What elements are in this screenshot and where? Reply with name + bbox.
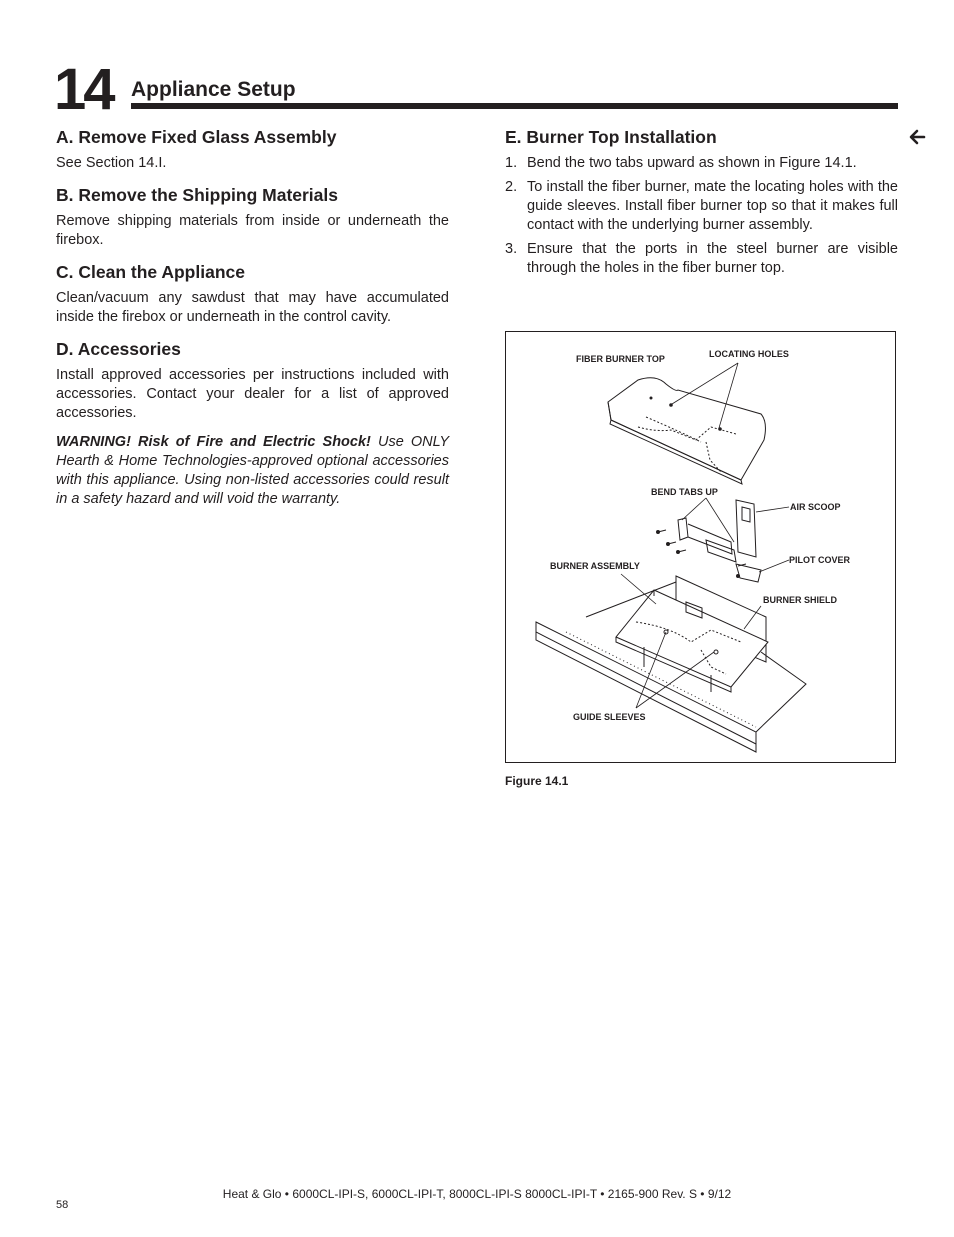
right-column bbox=[505, 126, 898, 283]
left-column bbox=[56, 126, 449, 520]
bend-tabs-drawing bbox=[657, 518, 747, 578]
section-a-heading: A. Remove Fixed Glass Assembly bbox=[56, 127, 337, 147]
callout-burner-shield: BURNER SHIELD bbox=[763, 595, 838, 605]
section-a-text: See Section 14.I. bbox=[56, 155, 167, 171]
step-number: 3. bbox=[505, 241, 518, 257]
chapter-title: Appliance Setup bbox=[131, 78, 296, 101]
figure-caption: Figure 14.1 bbox=[505, 774, 569, 788]
warning-text: Use ONLY Hearth & Home Technologies-approved optional accessories with this appliance. Using non-listed accessories could result in a safety hazard and will void the warranty. bbox=[56, 434, 449, 507]
arrow-left-icon bbox=[908, 126, 926, 148]
section-b-heading: B. Remove the Shipping Materials bbox=[56, 185, 338, 205]
section-b-text: Remove shipping materials from inside or underneath the firebox. bbox=[56, 213, 449, 248]
title-rule bbox=[131, 103, 898, 109]
callout-fiber-burner-top: FIBER BURNER TOP bbox=[576, 354, 665, 364]
callout-air-scoop: AIR SCOOP bbox=[790, 502, 841, 512]
figure-14-1 bbox=[505, 331, 896, 763]
step-number: 1. bbox=[505, 155, 518, 171]
step-item bbox=[505, 240, 898, 278]
callout-burner-assembly: BURNER ASSEMBLY bbox=[550, 561, 640, 571]
section-d bbox=[56, 338, 449, 509]
warning-label: WARNING! Risk of Fire and Electric Shock! bbox=[56, 434, 371, 450]
section-c-heading: C. Clean the Appliance bbox=[56, 262, 245, 282]
step-text: Bend the two tabs upward as shown in Figure 14.1. bbox=[527, 155, 857, 171]
section-c bbox=[56, 261, 449, 327]
section-c-text: Clean/vacuum any sawdust that may have accumulated inside the firebox or underneath in the control cavity. bbox=[56, 290, 449, 325]
page-number: 58 bbox=[56, 1199, 69, 1211]
chapter-number: 14 bbox=[54, 57, 113, 122]
section-a bbox=[56, 126, 449, 173]
callout-pilot-cover: PILOT COVER bbox=[789, 555, 851, 565]
callout-bend-tabs-up: BEND TABS UP bbox=[651, 487, 718, 497]
air-scoop-drawing bbox=[736, 500, 761, 582]
footer-text: Heat & Glo • 6000CL-IPI-S, 6000CL-IPI-T, 8000CL-IPI-S 8000CL-IPI-T • 2165-900 Rev. S • 9/12 bbox=[222, 1187, 732, 1201]
step-text: To install the fiber burner, mate the locating holes with the guide sleeves. Install fiber burner top so that it makes full contact with the underlying burner assembly. bbox=[527, 179, 898, 233]
callout-locating-holes: LOCATING HOLES bbox=[709, 349, 789, 359]
fiber-burner-top-drawing bbox=[608, 378, 765, 484]
step-item bbox=[505, 154, 898, 173]
section-e-heading: E. Burner Top Installation bbox=[505, 127, 717, 147]
step-item bbox=[505, 178, 898, 235]
burner-exploded-diagram bbox=[506, 332, 895, 762]
step-number: 2. bbox=[505, 179, 518, 195]
section-d-text: Install approved accessories per instructions included with accessories. Contact your dealer for a list of approved accessories. bbox=[56, 367, 449, 421]
warning-paragraph bbox=[56, 433, 449, 509]
callout-guide-sleeves: GUIDE SLEEVES bbox=[573, 712, 646, 722]
step-text: Ensure that the ports in the steel burner are visible through the holes in the fiber burner top. bbox=[527, 241, 898, 276]
steps-list bbox=[505, 154, 898, 278]
section-b bbox=[56, 184, 449, 250]
section-d-heading: D. Accessories bbox=[56, 339, 181, 359]
